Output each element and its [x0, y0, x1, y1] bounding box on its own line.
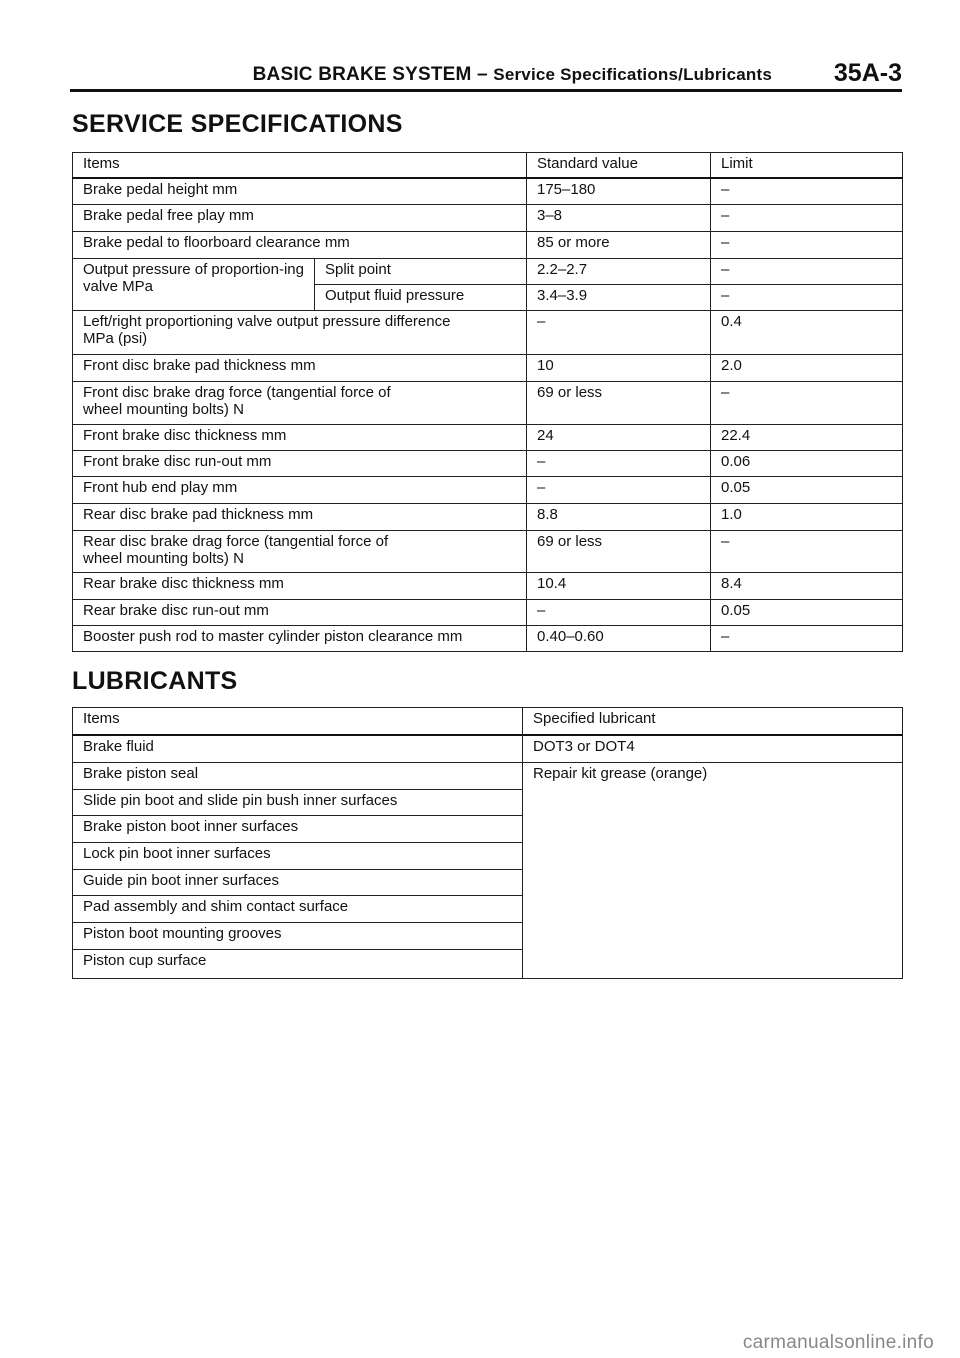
lub-item: Brake piston boot inner surfaces — [73, 816, 523, 843]
table-row — [73, 382, 903, 425]
spec-item: Front brake disc thickness mm — [73, 425, 527, 451]
spec-standard: 85 or more — [527, 232, 711, 259]
spec-limit: – — [711, 285, 903, 311]
table-row — [73, 451, 903, 477]
table-row — [73, 504, 903, 531]
spec-limit: – — [711, 205, 903, 232]
lub-item: Brake piston seal — [73, 763, 523, 790]
spec-limit: – — [711, 382, 903, 425]
header-title — [253, 64, 772, 86]
spec-standard: 2.2–2.7 — [527, 259, 711, 285]
spec-item: Rear disc brake pad thickness mm — [73, 504, 527, 531]
spec-item: Brake pedal height mm — [73, 178, 527, 205]
spec-limit: 0.05 — [711, 600, 903, 626]
table-header-row — [73, 708, 903, 735]
col-header-lubricant: Specified lubricant — [523, 708, 903, 735]
table-row — [73, 477, 903, 504]
col-header-limit: Limit — [711, 153, 903, 178]
spec-standard: 10.4 — [527, 573, 711, 600]
spec-standard: 10 — [527, 355, 711, 382]
spec-item: Left/right proportioning valve output pressure difference MPa (psi) — [73, 311, 527, 355]
lub-lubricant: DOT3 or DOT4 — [523, 735, 903, 763]
table-header-row — [73, 153, 903, 178]
spec-item: Brake pedal free play mm — [73, 205, 527, 232]
table-row — [73, 205, 903, 232]
spec-limit: 8.4 — [711, 573, 903, 600]
header-title-sub: Service Specifications/Lubricants — [493, 65, 772, 84]
spec-item: Output fluid pressure — [315, 285, 527, 311]
page-number: 35A-3 — [833, 59, 902, 87]
table-row — [73, 600, 903, 626]
lubricants-title: LUBRICANTS — [72, 667, 238, 695]
spec-limit: – — [711, 178, 903, 205]
spec-item: Front brake disc run-out mm — [73, 451, 527, 477]
spec-limit: 2.0 — [711, 355, 903, 382]
col-header-items: Items — [73, 153, 527, 178]
lub-item: Lock pin boot inner surfaces — [73, 843, 523, 870]
header-title-main: BASIC BRAKE SYSTEM – — [252, 64, 494, 85]
spec-standard: 0.40–0.60 — [527, 626, 711, 652]
spec-standard: 69 or less — [527, 382, 711, 425]
spec-standard: – — [527, 477, 711, 504]
spec-limit: – — [711, 531, 903, 573]
spec-standard: 3–8 — [527, 205, 711, 232]
spec-item: Booster push rod to master cylinder piston clearance mm — [73, 626, 527, 652]
spec-standard: 24 — [527, 425, 711, 451]
spec-limit: 1.0 — [711, 504, 903, 531]
table-row — [73, 259, 903, 285]
lub-item: Brake fluid — [73, 735, 523, 763]
spec-standard: – — [527, 600, 711, 626]
service-specifications-table — [72, 152, 903, 652]
lub-item: Pad assembly and shim contact surface — [73, 896, 523, 923]
watermark-text: carmanualsonline.info — [742, 1332, 934, 1353]
lub-item: Piston boot mounting grooves — [73, 923, 523, 950]
lub-item: Guide pin boot inner surfaces — [73, 870, 523, 896]
lub-item: Slide pin boot and slide pin bush inner surfaces — [73, 790, 523, 816]
spec-item: Rear disc brake drag force (tangential force of wheel mounting bolts) N — [73, 531, 527, 573]
lub-item: Piston cup surface — [73, 950, 523, 979]
spec-limit: – — [711, 259, 903, 285]
table-row — [73, 573, 903, 600]
spec-standard: 175–180 — [527, 178, 711, 205]
spec-standard: 69 or less — [527, 531, 711, 573]
lubricants-table — [72, 707, 903, 979]
table-row — [73, 763, 903, 790]
spec-item: Rear brake disc run-out mm — [73, 600, 527, 626]
spec-limit: 0.05 — [711, 477, 903, 504]
table-row — [73, 425, 903, 451]
spec-item: Rear brake disc thickness mm — [73, 573, 527, 600]
spec-item: Front hub end play mm — [73, 477, 527, 504]
spec-item: Brake pedal to floorboard clearance mm — [73, 232, 527, 259]
spec-limit: 22.4 — [711, 425, 903, 451]
spec-limit: 0.4 — [711, 311, 903, 355]
table-row — [73, 355, 903, 382]
header-rule — [70, 89, 902, 92]
spec-standard: 3.4–3.9 — [527, 285, 711, 311]
service-specifications-title: SERVICE SPECIFICATIONS — [72, 110, 403, 138]
page-header — [70, 58, 902, 92]
spec-standard: – — [527, 311, 711, 355]
spec-limit: – — [711, 232, 903, 259]
table-row — [73, 178, 903, 205]
spec-item: Front disc brake pad thickness mm — [73, 355, 527, 382]
spec-group-item: Output pressure of proportion-ing valve MPa — [73, 259, 315, 311]
spec-limit: – — [711, 626, 903, 652]
col-header-standard: Standard value — [527, 153, 711, 178]
spec-item: Split point — [315, 259, 527, 285]
spec-standard: 8.8 — [527, 504, 711, 531]
table-row — [73, 232, 903, 259]
spec-standard: – — [527, 451, 711, 477]
table-row — [73, 311, 903, 355]
col-header-items: Items — [73, 708, 523, 735]
table-row — [73, 531, 903, 573]
table-row — [73, 735, 903, 763]
table-row — [73, 626, 903, 652]
spec-limit: 0.06 — [711, 451, 903, 477]
lub-lubricant: Repair kit grease (orange) — [523, 763, 903, 979]
spec-item: Front disc brake drag force (tangential force of wheel mounting bolts) N — [73, 382, 527, 425]
